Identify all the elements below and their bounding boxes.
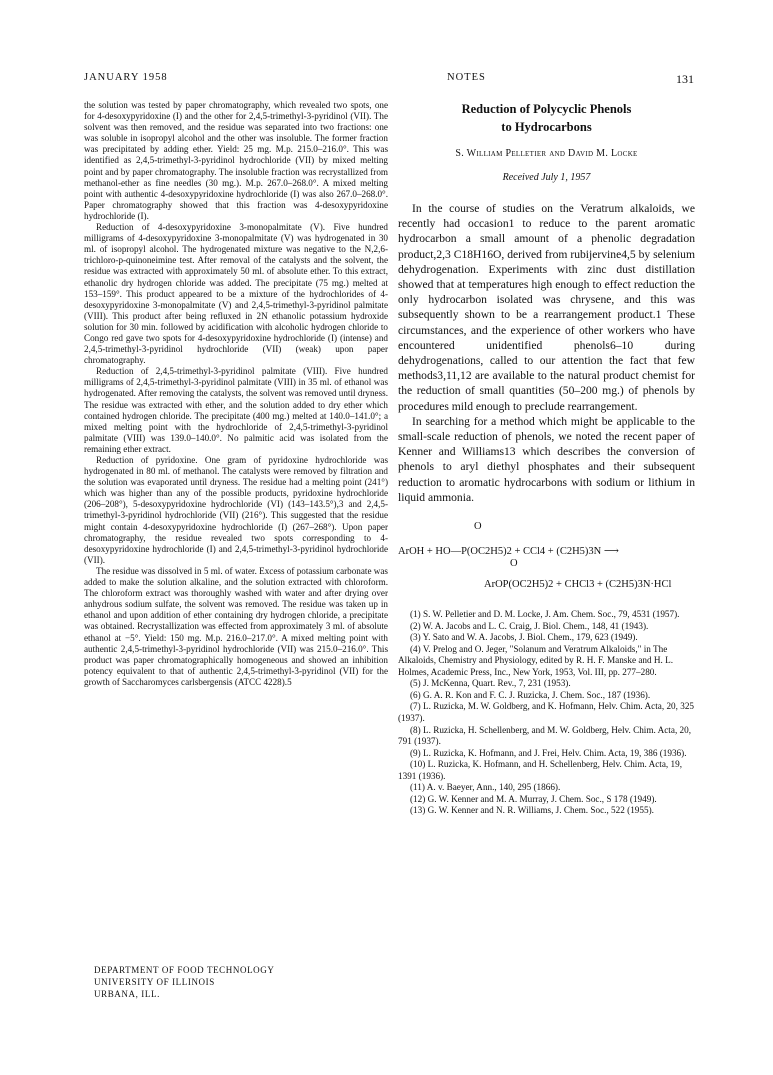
footnote: (8) L. Ruzicka, H. Schellenberg, and M. W. Goldberg, Helv. Chim. Acta, 20, 791 (1937).: [398, 724, 692, 747]
footnote: (5) J. McKenna, Quart. Rev., 7, 231 (1953).: [410, 678, 571, 689]
footnote: (9) L. Ruzicka, K. Hofmann, and J. Frei, Helv. Chim. Acta, 19, 386 (1936).: [410, 747, 687, 758]
left-column: [84, 100, 388, 688]
equation-line-1: ArOH + HO—P(OC2H5)2 + CCl4 + (C2H5)3N ⟶: [398, 546, 619, 558]
equation-oxygen-top: O: [474, 521, 482, 533]
right-column: [398, 100, 695, 817]
paragraph: Reduction of pyridoxine. One gram of pyridoxine hydrochloride was hydrogenated in 80 ml. of methanol. The catalysts were removed by filtration and the solution was evaporated until dryness. The residue had a melting point (241°) which was higher than any of the possible products, pyridoxine hydrochloride (206–208°), 5-desoxypyridoxine hydrochloride (VI) (143–143.5°),3 and 2,4,5-trimethyl-3-pyridinol hydrochloride (VII) (216°). This suggested that the residue might contain 4-desoxypyridoxine hydrochloride (I) (267–268°). Upon paper chromatography, the residue revealed two spots corresponding to 4-desoxypyridoxine hydrochloride (I) and 2,4,5-trimethyl-3-pyridinol hydrochloride (VII).: [84, 455, 388, 565]
paragraph: In searching for a method which might be applicable to the small-scale reduction of phenols, we noted the recent paper of Kenner and Williams13 which describes the conversion of phenols to aryl diethyl phosphates and their subsequent reduction to aromatic hydrocarbons with sodium or lithium in liquid ammonia.: [398, 414, 695, 504]
article-body: [398, 201, 695, 505]
footnote: (1) S. W. Pelletier and D. M. Locke, J. Am. Chem. Soc., 79, 4531 (1957).: [410, 609, 680, 620]
article-title-line: to Hydrocarbons: [501, 120, 592, 134]
footnote: (7) L. Ruzicka, M. W. Goldberg, and K. Hofmann, Helv. Chim. Acta, 20, 325 (1937).: [398, 701, 695, 723]
footnote: (12) G. W. Kenner and M. A. Murray, J. Chem. Soc., S 178 (1949).: [410, 793, 657, 804]
paragraph: Reduction of 2,4,5-trimethyl-3-pyridinol palmitate (VIII). Five hundred milligrams of 2,4,5-trimethyl-3-pyridinol palmitate (VIII) in 35 ml. of ethanol was hydrogenated. After removing the catalysts, the solvent was removed until dryness. The residue was extracted with ether, and the solution added to dry ether which contained hydrogen chloride. The precipitate (400 mg.) melted at 140.0–141.0°; a mixed melting point with the hydrochloride of 2,4,5-trimethyl-3-pyridinol palmitate (VIII) was 139.0–140.0°. No palmitic acid was isolated from the remaining ether extract.: [84, 366, 388, 454]
equation-oxygen-bottom: O: [510, 558, 518, 570]
paragraph: Reduction of 4-desoxypyridoxine 3-monopalmitate (V). Five hundred milligrams of 4-desoxypyridoxine 3-monopalmitate (V) was hydrogenated in 30 ml. of isopropyl alcohol. The hydrogenated mixture was negative to the N,2,6-trichloro-p-quinoneimine test. After removal of the catalysts and the solvent, the residue was extracted with approximately 50 ml. of absolute ether. To this extract, ethanolic dry hydrogen chloride was added. The precipitate (75 mg.) melted at 153–159°. This product appeared to be a mixture of the hydrochlorides of 4-desoxypyridoxine 3-monopalmitate (V) and 2,4,5-trimethyl-3-pyridinol palmitate (VIII). This product after being refluxed in 2N ethanolic potassium hydroxide solution for 30 min. followed by acidification with alcoholic hydrogen chloride to Congo red gave two spots for 4-desoxypyridoxine hydrochloride (I) (intense) and 2,4,5-trimethyl-3-pyridinol hydrochloride (VII) (weak) upon paper chromatography.: [84, 222, 388, 366]
paragraph: The residue was dissolved in 5 ml. of water. Excess of potassium carbonate was added to make the solution alkaline, and the solution extracted with chloroform. The chloroform extract was thoroughly washed with water and after drying over anhydrous sodium sulfate, the solvent was removed. The residue was taken up in ethanol and upon addition of ether containing dry hydrogen chloride, a precipitate was obtained. Recrystallization was effected from approximately 3 ml. of absolute ethanol at −5°. Yield: 150 mg. M.p. 216.0–217.0°. A mixed melting point with authentic 2,4,5-trimethyl-3-pyridinol hydrochloride (VII) was 215.0–216.0°. This product was paper chromatographically homogeneous and showed an inhibition potency equivalent to that of authentic 2,4,5-trimethyl-3-pyridinol (VII) for the growth of Saccharomyces carlsbergensis (ATCC 4228).5: [84, 565, 388, 687]
author-line: S. William Pelletier and David M. Locke: [455, 148, 638, 159]
affiliation-city: URBANA, ILL.: [94, 989, 160, 999]
footnote: (6) G. A. R. Kon and F. C. J. Ruzicka, J. Chem. Soc., 187 (1936).: [410, 689, 651, 700]
page-number: 131: [676, 72, 694, 86]
running-header-section: NOTES: [447, 72, 486, 83]
affiliation-university: UNIVERSITY OF ILLINOIS: [94, 977, 215, 987]
equation-line-2: ArOP(OC2H5)2 + CHCl3 + (C2H5)3N·HCl: [484, 579, 672, 591]
affiliation-department: DEPARTMENT OF FOOD TECHNOLOGY: [94, 965, 275, 975]
footnote: (11) A. v. Baeyer, Ann., 140, 295 (1866).: [410, 782, 561, 793]
footnote: (10) L. Ruzicka, K. Hofmann, and H. Schellenberg, Helv. Chim. Acta, 19, 1391 (1936).: [398, 759, 682, 781]
article-title-line: Reduction of Polycyclic Phenols: [461, 102, 632, 116]
reaction-equation: [398, 521, 695, 593]
running-header-date: JANUARY 1958: [84, 72, 168, 83]
received-date: Received July 1, 1957: [502, 172, 591, 183]
footnote: (3) Y. Sato and W. A. Jacobs, J. Biol. Chem., 179, 623 (1949).: [410, 632, 638, 643]
footnotes: [398, 609, 695, 817]
paragraph: In the course of studies on the Veratrum alkaloids, we recently had occasion1 to reduce to the parent aromatic hydrocarbon a small amount of a phenolic degradation product,2,3 C18H16O, derived from rubijervine4,5 by selenium dehydrogenation. Experiments with zinc dust distillation showed that at temperatures high enough to effect reduction the only hydrocarbon isolated was chrysene, and this was subsequently shown to be a rearrangement product.1 These circumstances, and the experience of other workers who have encountered unidentified phenols6–10 during dehydrogenations, called to our attention the fact that few methods3,11,12 are available to the natural product chemist for the reduction of small quantities (50–200 mg.) of phenols by procedures mild enough to preclude rearrangement.: [398, 202, 695, 413]
paragraph: the solution was tested by paper chromatography, which revealed two spots, one for 4-desoxypyridoxine (I) and the other for 2,4,5-trimethyl-3-pyridinol (VII). The solvent was then removed, and the residue was separated into two fractions: one was soluble in isopropyl alcohol and the other was insoluble. The former fraction was precipitated by adding ether. Yield: 25 mg. M.p. 215.0–216.0°. This was identified as 2,4,5-trimethyl-3-pyridinol hydrochloride (VII) by mixed melting point and by paper chromatography. The insoluble fraction was recrystallized from methanol-ether as fine needles (30 mg.). M.p. 267.0–268.0°. A mixed melting point with authentic 4-desoxypyridoxine hydrochloride (I) was also 267.0–268.0°. Paper chromatography showed that this fraction was 4-desoxypyridoxine hydrochloride (I).: [84, 100, 388, 221]
footnote: (4) V. Prelog and O. Jeger, "Solanum and Veratrum Alkaloids," in The Alkaloids, Chemistry and Physiology, edited by R. H. F. Manske and H. L. Holmes, Academic Press, Inc., New York, 1953, Vol. III, pp. 277–280.: [398, 643, 674, 677]
footnote: (2) W. A. Jacobs and L. C. Craig, J. Biol. Chem., 148, 41 (1943).: [410, 620, 649, 631]
footnote: (13) G. W. Kenner and N. R. Williams, J. Chem. Soc., 522 (1955).: [410, 805, 654, 816]
article-title: [398, 100, 695, 136]
affiliation: [94, 964, 274, 1000]
